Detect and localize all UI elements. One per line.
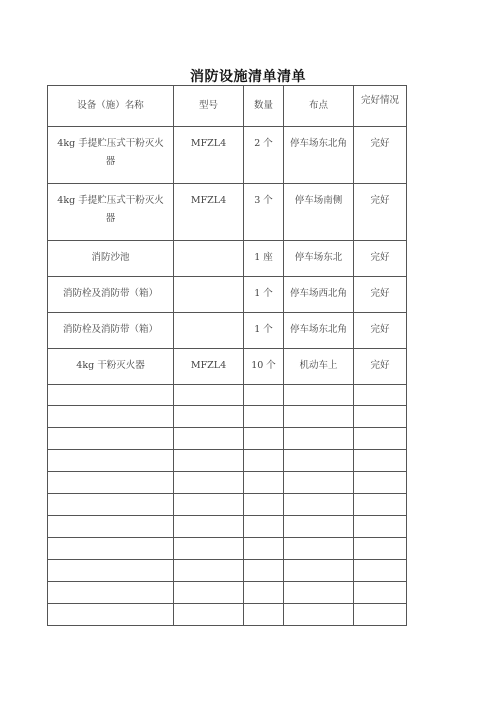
empty-cell [354,582,407,604]
cell-model: MFZL4 [174,127,244,184]
cell-status: 完好 [354,277,407,313]
empty-cell [48,538,174,560]
cell-location: 机动车上 [284,349,354,385]
empty-cell [284,538,354,560]
empty-cell [174,538,244,560]
empty-cell [174,472,244,494]
cell-status: 完好 [354,313,407,349]
empty-row [48,582,407,604]
cell-status: 完好 [354,241,407,277]
empty-cell [354,428,407,450]
empty-cell [354,604,407,626]
empty-cell [244,604,284,626]
empty-cell [174,604,244,626]
header-name: 设备（施）名称 [48,86,174,127]
empty-cell [354,385,407,406]
empty-cell [354,450,407,472]
empty-row [48,472,407,494]
empty-cell [244,450,284,472]
empty-cell [174,494,244,516]
cell-quantity: 3 个 [244,184,284,241]
empty-row [48,428,407,450]
empty-row [48,406,407,428]
empty-cell [354,406,407,428]
empty-cell [174,516,244,538]
cell-name: 4kg 手提贮压式干粉灭火器 [48,127,174,184]
table-row [48,349,407,385]
empty-cell [48,428,174,450]
empty-row [48,385,407,406]
empty-cell [48,494,174,516]
cell-status: 完好 [354,127,407,184]
cell-model [174,313,244,349]
cell-location: 停车场东北 [284,241,354,277]
cell-model: MFZL4 [174,184,244,241]
empty-cell [284,560,354,582]
empty-cell [284,450,354,472]
cell-status: 完好 [354,349,407,385]
empty-row [48,516,407,538]
empty-cell [244,560,284,582]
cell-name: 消防沙池 [48,241,174,277]
empty-row [48,604,407,626]
cell-location: 停车场东北角 [284,127,354,184]
cell-name: 消防栓及消防带（箱） [48,277,174,313]
empty-cell [244,494,284,516]
header-row [48,86,407,127]
empty-cell [174,560,244,582]
table-row [48,241,407,277]
header-status: 完好情况 [354,86,407,127]
empty-cell [244,538,284,560]
cell-quantity: 1 座 [244,241,284,277]
empty-cell [244,582,284,604]
empty-cell [284,582,354,604]
empty-cell [354,516,407,538]
empty-row [48,494,407,516]
empty-cell [48,406,174,428]
empty-cell [284,428,354,450]
cell-status: 完好 [354,184,407,241]
empty-cell [244,428,284,450]
empty-cell [174,406,244,428]
cell-model [174,277,244,313]
cell-quantity: 1 个 [244,313,284,349]
empty-cell [48,472,174,494]
cell-name: 4kg 干粉灭火器 [48,349,174,385]
empty-cell [354,472,407,494]
header-location: 布点 [284,86,354,127]
empty-cell [244,472,284,494]
empty-cell [244,516,284,538]
empty-cell [244,406,284,428]
table-row [48,313,407,349]
empty-row [48,450,407,472]
empty-cell [174,428,244,450]
table-row [48,277,407,313]
cell-name: 消防栓及消防带（箱） [48,313,174,349]
empty-cell [284,494,354,516]
empty-cell [244,385,284,406]
table-row [48,127,407,184]
empty-cell [48,450,174,472]
empty-cell [284,406,354,428]
header-quantity: 数量 [244,86,284,127]
empty-cell [48,516,174,538]
cell-location: 停车场南侧 [284,184,354,241]
inventory-table [47,85,407,626]
cell-location: 停车场东北角 [284,313,354,349]
cell-model: MFZL4 [174,349,244,385]
table-row [48,184,407,241]
cell-model [174,241,244,277]
empty-cell [48,582,174,604]
empty-row [48,538,407,560]
cell-quantity: 10 个 [244,349,284,385]
empty-cell [284,385,354,406]
cell-location: 停车场西北角 [284,277,354,313]
empty-cell [48,604,174,626]
page-title: 消防设施清单清单 [190,69,306,85]
cell-name: 4kg 手提贮压式干粉灭火器 [48,184,174,241]
header-model: 型号 [174,86,244,127]
empty-cell [174,385,244,406]
empty-cell [354,560,407,582]
empty-cell [174,582,244,604]
empty-cell [48,560,174,582]
empty-cell [354,538,407,560]
empty-cell [48,385,174,406]
empty-cell [284,516,354,538]
empty-row [48,560,407,582]
empty-cell [284,472,354,494]
cell-quantity: 2 个 [244,127,284,184]
empty-cell [284,604,354,626]
empty-cell [354,494,407,516]
empty-cell [174,450,244,472]
cell-quantity: 1 个 [244,277,284,313]
